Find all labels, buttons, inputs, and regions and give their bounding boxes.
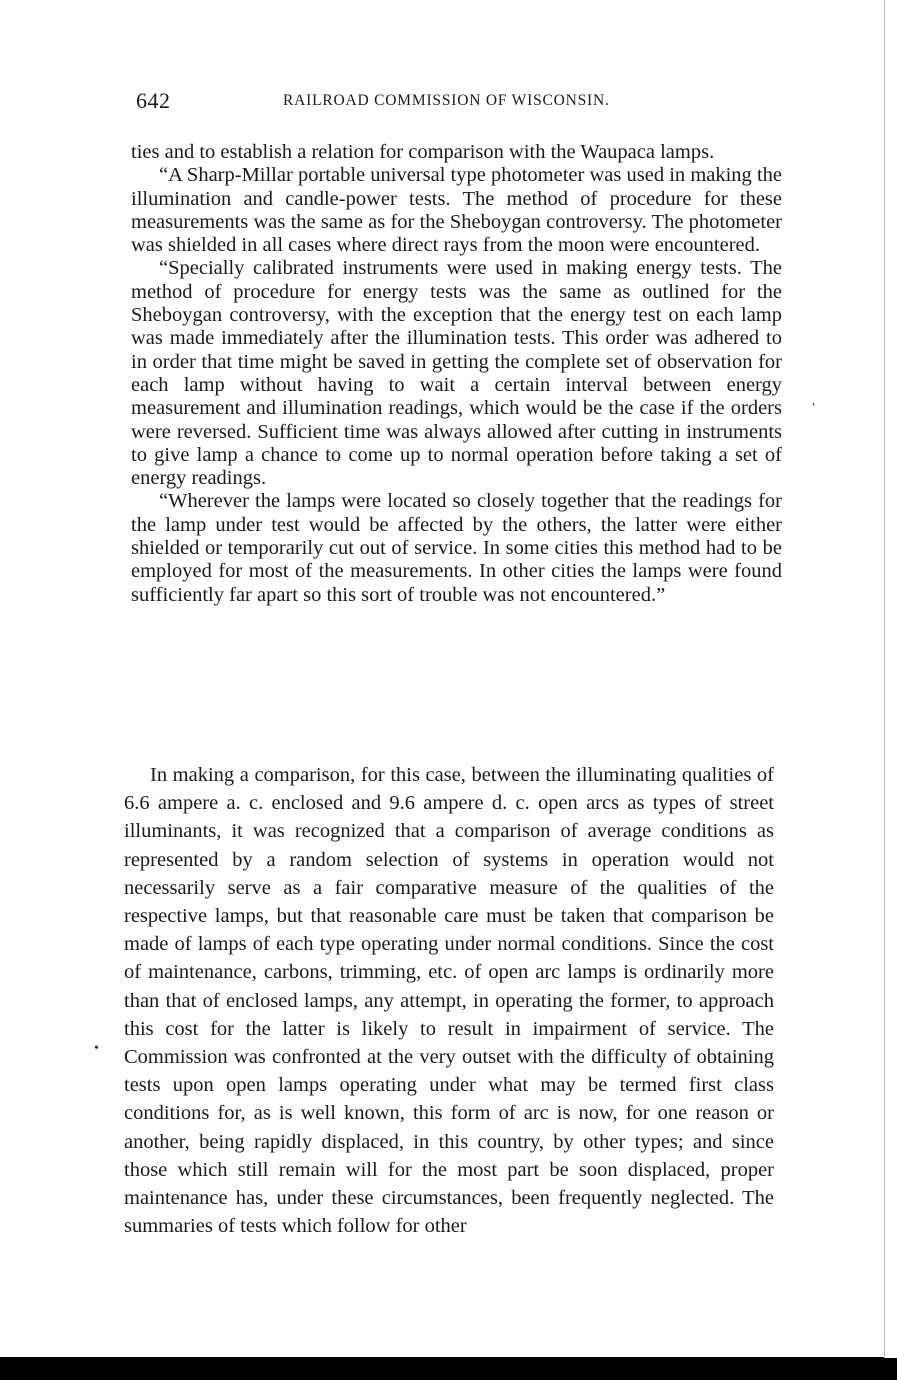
- quote-paragraph-continuation: ties and to establish a relation for comparison with the Waupaca lamps.: [131, 141, 715, 163]
- quote-paragraph-photometer: “A Sharp-Millar portable universal type photometer was used in making the illumination and candle-power tests. The method of procedure for these measurements was the same as for the Sheboygan controversy. The photometer was shielded in all cases where direct rays from the moon were encountered.: [131, 164, 782, 257]
- page-number: 642: [136, 88, 171, 113]
- body-paragraph-comparison: In making a comparison, for this case, between the illuminating qualities of 6.6 ampere a. c. enclosed and 9.6 ampere d. c. open arcs as types of street illuminants, it was recognized that a comparison of average conditions as represented by a random selection of systems in operation would not necessarily serve as a fair comparative measure of the qualities of the respective lamps, but that reasonable care must be taken that comparison be made of lamps of each type operating under normal conditions. Since the cost of maintenance, carbons, trimming, etc. of open arc lamps is ordinarily more than that of enclosed lamps, any attempt, in operating the former, to approach this cost for the latter is likely to result in impairment of service. The Commission was confronted at the very outset with the difficulty of obtaining tests upon open lamps operating under what may be termed first class conditions for, as is well known, this form of arc is now, for one reason or another, being rapidly displaced, in this country, by other types; and since those which still remain will for the most part be soon displaced, proper maintenance has, under these circumstances, been frequently neglected. The summaries of tests which follow for other: [124, 764, 774, 1238]
- scan-page-edge: [884, 0, 897, 1358]
- page-header: [0, 84, 897, 114]
- quote-paragraph-energy-tests: “Specially calibrated instruments were used in making energy tests. The method of procedure for energy tests was the same as outlined for the Sheboygan controversy, with the exception that the energy test on each lamp was made immediately after the illumination tests. This order was adhered to in order that time might be saved in getting the complete set of observation for each lamp without having to wait a certain interval between energy measurement and illumination readings, which would be the case if the orders were reversed. Sufficient time was always allowed after cutting in instruments to give lamp a chance to come up to normal operation before taking a set of energy readings.: [131, 257, 782, 490]
- quoted-report-text: [131, 141, 782, 607]
- margin-mark: ′: [810, 400, 822, 415]
- running-title: RAILROAD COMMISSION OF WISCONSIN.: [283, 92, 610, 109]
- margin-mark: •: [94, 1041, 99, 1056]
- body-text: [124, 761, 774, 1240]
- quote-paragraph-lamp-shielding: “Wherever the lamps were located so closely together that the readings for the lamp under test would be affected by the others, the latter were either shielded or temporarily cut out of service. In some cities this method had to be employed for most of the measurements. In other cities the lamps were found sufficiently far apart so this sort of trouble was not encountered.”: [131, 490, 782, 606]
- scan-border-bottom: [0, 1357, 897, 1380]
